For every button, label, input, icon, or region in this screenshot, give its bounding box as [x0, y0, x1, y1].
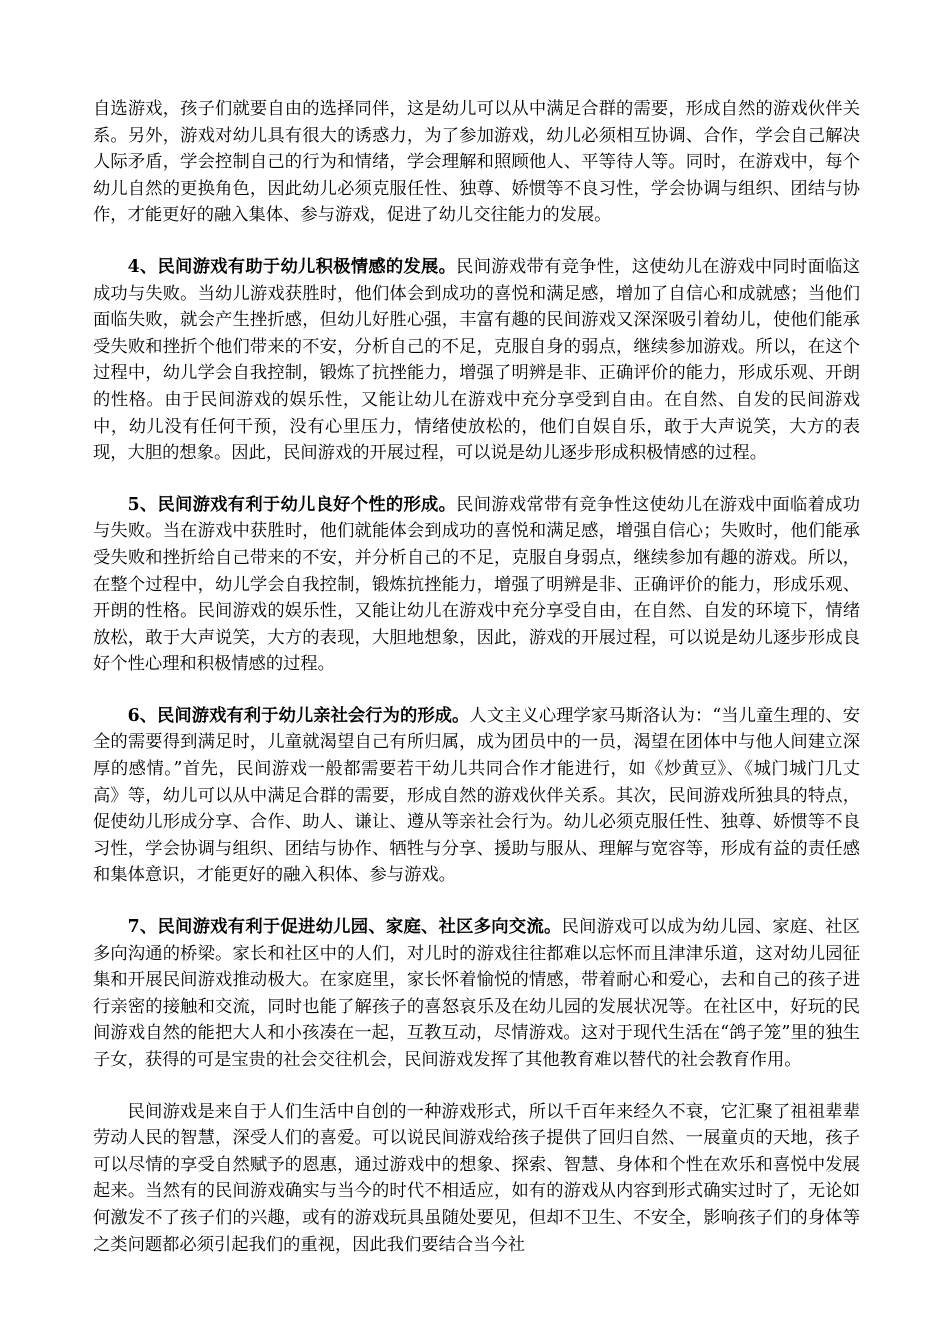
paragraph-4	[93, 703, 860, 889]
paragraph-5	[93, 914, 860, 1074]
paragraph-4-text: 人文主义心理学家马斯洛认为：“当儿童生理的、安全的需要得到满足时，儿童就渴望自己有所归属，成为团员中的一员，渴望在团体中与他人间建立深厚的感情。”首先，民间游戏一般都需要若干幼儿共同合作才能进行，如《炒黄豆》、《城门城门几丈高》等，幼儿可以从中满足合群的需要，形成自然的游戏伙伴关系。其次，民间游戏所独具的特点，促使幼儿形成分享、合作、助人、谦让、遵从等亲社会行为。幼儿必须克服任性、独尊、娇惯等不良习性，学会协调与组织、团结与协作、牺牲与分享、援助与服从、理解与宽容等，形成有益的责任感和集体意识，才能更好的融入积体、参与游戏。	[93, 705, 861, 886]
paragraph-5-text: 民间游戏可以成为幼儿园、家庭、社区多向沟通的桥梁。家长和社区中的人们，对儿时的游戏往往都难以忘怀而且津津乐道，这对幼儿园征集和开展民间游戏推动极大。在家庭里，家长怀着愉悦的情感，带着耐心和爱心，去和自己的孩子进行亲密的接触和交流，同时也能了解孩子的喜怒哀乐及在幼儿园的发展状况等。在社区中，好玩的民间游戏自然的能把大人和小孩凑在一起，互教互动，尽情游戏。这对于现代生活在“鸽子笼”里的独生子女，获得的可是宝贵的社会交往机会，民间游戏发挥了其他教育难以替代的社会教育作用。	[93, 917, 860, 1070]
paragraph-3-heading: 5、民间游戏有利于幼儿良好个性的形成。	[127, 494, 457, 515]
paragraph-6	[93, 1099, 860, 1259]
paragraph-4-heading: 6、民间游戏有利于幼儿亲社会行为的形成。	[127, 705, 470, 726]
paragraph-3	[93, 492, 860, 678]
paragraph-5-heading: 7、民间游戏有利于促进幼儿园、家庭、社区多向交流。	[127, 917, 562, 938]
document-page	[93, 96, 860, 1283]
paragraph-1	[93, 96, 860, 229]
paragraph-2-heading: 4、民间游戏有助于幼儿积极情感的发展。	[127, 256, 457, 277]
paragraph-6-text: 民间游戏是来自于人们生活中自创的一种游戏形式，所以千百年来经久不衰，它汇聚了祖祖辈辈劳动人民的智慧，深受人们的喜爱。可以说民间游戏给孩子提供了回归自然、一展童贞的天地，孩子可以尽情的享受自然赋予的恩惠，通过游戏中的想象、探索、智慧、身体和个性在欢乐和喜悦中发展起来。当然有的民间游戏确实与当今的时代不相适应，如有的游戏从内容到形式确实过时了，无论如何激发不了孩子们的兴趣，或有的游戏玩具虽随处要见，但却不卫生、不安全，影响孩子们的身体等之类问题都必须引起我们的重视，因此我们要结合当今社	[93, 1101, 860, 1255]
paragraph-1-text: 自选游戏，孩子们就要自由的选择同伴，这是幼儿可以从中满足合群的需要，形成自然的游戏伙伴关系。另外，游戏对幼儿具有很大的诱惑力，为了参加游戏，幼儿必须相互协调、合作，学会自己解决人际矛盾，学会控制自己的行为和情绪，学会理解和照顾他人、平等待人等。同时，在游戏中，每个幼儿自然的更换角色，因此幼儿必须克服任性、独尊、娇惯等不良习性，学会协调与组织、团结与协作，才能更好的融入集体、参与游戏，促进了幼儿交往能力的发展。	[93, 99, 860, 226]
paragraph-2	[93, 254, 860, 467]
paragraph-2-text: 民间游戏带有竞争性，这使幼儿在游戏中同时面临这成功与失败。当幼儿游戏获胜时，他们体会到成功的喜悦和满足感，增加了自信心和成就感；当他们面临失败，就会产生挫折感，但幼儿好胜心强，丰富有趣的民间游戏又深深吸引着幼儿，使他们能承受失败和挫折个他们带来的不安，分析自己的不足，克服自身的弱点，继续参加游戏。所以，在这个过程中，幼儿学会自我控制，锻炼了抗挫能力，增强了明辨是非、正确评价的能力，形成乐观、开朗的性格。由于民间游戏的娱乐性，又能让幼儿在游戏中充分享受到自由。在自然、自发的民间游戏中，幼儿没有任何干预，没有心里压力，情绪使放松的，他们自娱自乐，敢于大声说笑，大方的表现，大胆的想象。因此，民间游戏的开展过程，可以说是幼儿逐步形成积极情感的过程。	[93, 256, 860, 464]
paragraph-3-text: 民间游戏常带有竞争性这使幼儿在游戏中面临着成功与失败。当在游戏中获胜时，他们就能体会到成功的喜悦和满足感，增强自信心；失败时，他们能承受失败和挫折给自己带来的不安，并分析自己的不足，克服自身弱点，继续参加有趣的游戏。所以，在整个过程中，幼儿学会自我控制，锻炼抗挫能力，增强了明辨是非、正确评价的能力，形成乐观、开朗的性格。民间游戏的娱乐性，又能让幼儿在游戏中充分享受自由，在自然、自发的环境下，情绪放松，敢于大声说笑，大方的表现，大胆地想象，因此，游戏的开展过程，可以说是幼儿逐步形成良好个性心理和积极情感的过程。	[93, 494, 860, 675]
